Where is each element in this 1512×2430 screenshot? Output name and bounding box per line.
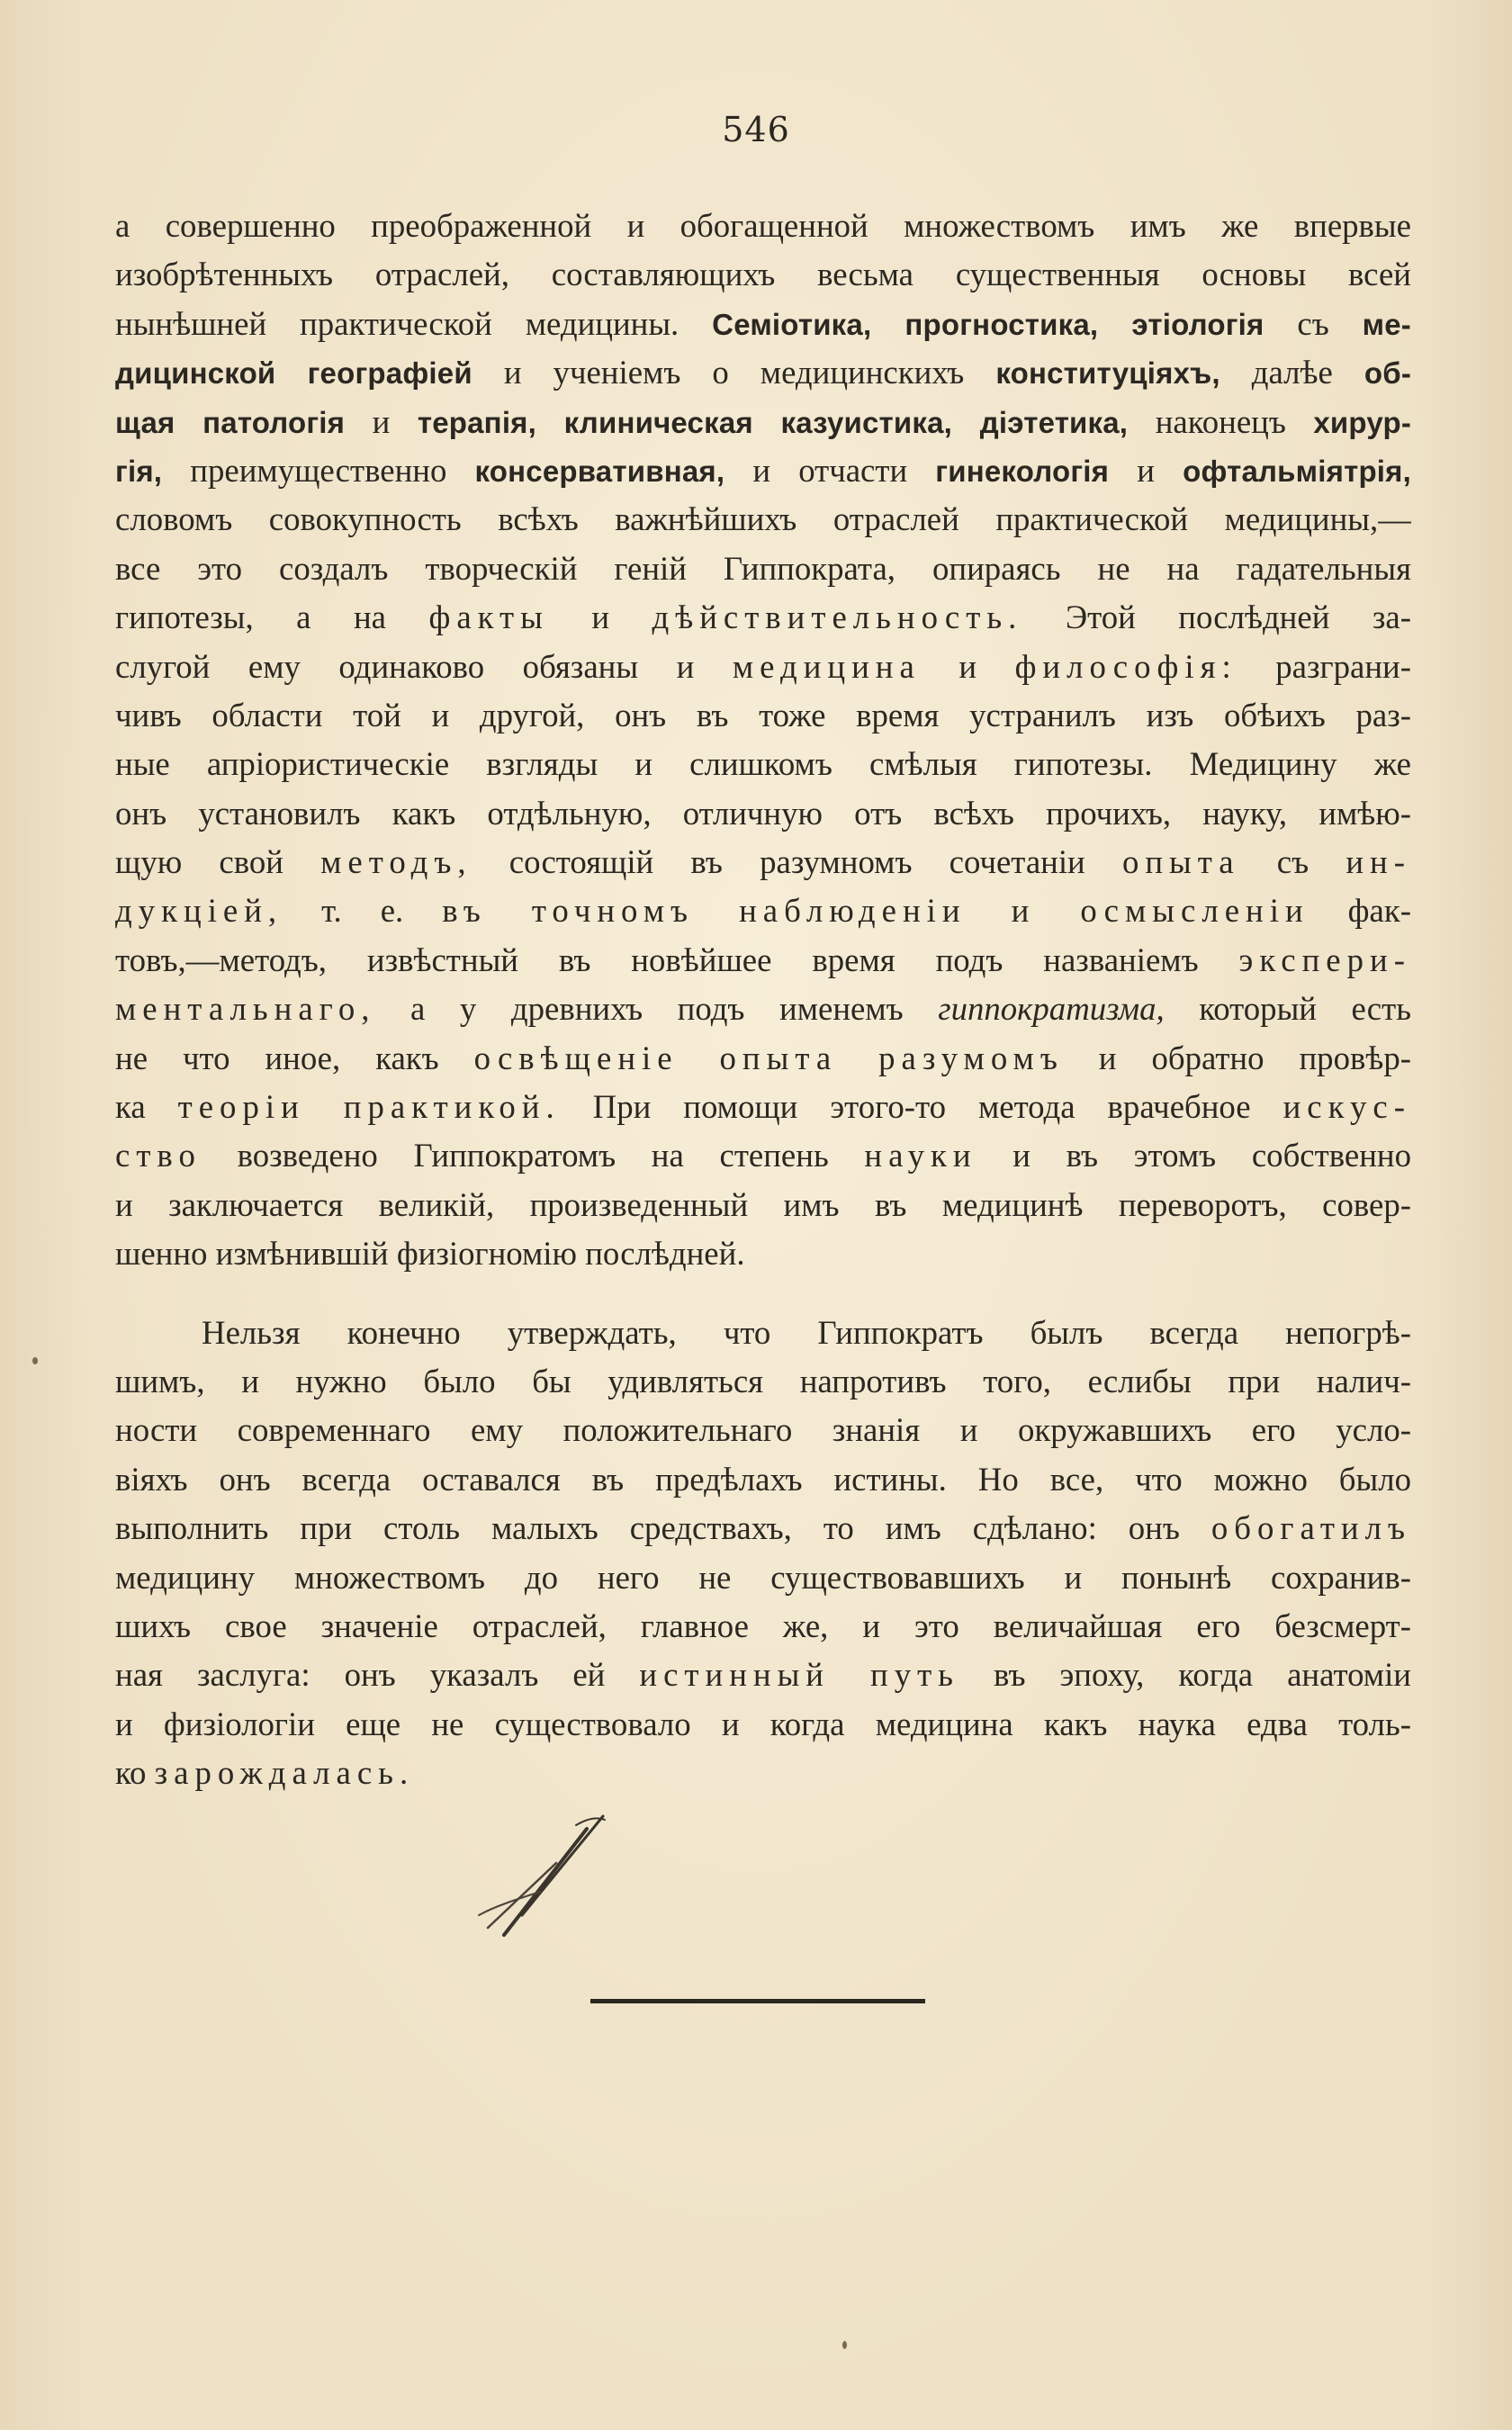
spaced-emphasis: искус-: [1282, 1088, 1411, 1126]
spaced-emphasis: зарождалась.: [154, 1754, 415, 1792]
text-run: изобрѣтенныхъ отраслей, составляющихъ весьма существенныя основы всей: [115, 256, 1411, 293]
text-line: [115, 643, 1411, 691]
text-line: [115, 936, 1411, 985]
text-run: преимущественно: [162, 451, 475, 489]
text-run: разграни-: [1237, 647, 1411, 685]
text-run: медицину множествомъ до него не существовавшихъ и понынѣ сохранив-: [115, 1558, 1411, 1596]
text-line: [115, 740, 1411, 788]
italic-term: гиппократизма,: [938, 990, 1165, 1028]
spaced-emphasis: въ точномъ наблюденіи и осмысленіи: [442, 892, 1310, 930]
text-line: [115, 446, 1411, 495]
text-run: шенно измѣнившій физіогномію послѣдней.: [115, 1235, 745, 1273]
text-line: [115, 348, 1411, 397]
text-line: [115, 1131, 1411, 1180]
spaced-emphasis: истинный путь: [639, 1656, 959, 1694]
paper-speck: [842, 2341, 847, 2349]
text-line: [115, 838, 1411, 886]
text-run: не что иное, какъ: [115, 1039, 474, 1076]
text-line: [115, 886, 1411, 935]
text-run: ка: [115, 1088, 178, 1126]
text-line: [115, 544, 1411, 593]
spaced-emphasis: медицина: [732, 647, 921, 685]
bold-term: дицинской географіей: [115, 356, 472, 391]
text-line: [115, 1602, 1411, 1651]
text-run: и: [548, 598, 652, 636]
bold-term: ме-: [1362, 307, 1411, 341]
text-line: [115, 495, 1411, 544]
paragraph: [115, 202, 1411, 1279]
bold-term: щая патологія: [115, 405, 346, 439]
text-line: [115, 593, 1411, 642]
text-run: и обратно провѣр-: [1063, 1039, 1411, 1076]
text-line: [115, 1406, 1411, 1454]
text-run: товъ,—методъ, извѣстный въ новѣйшее время подъ названіемъ: [115, 940, 1239, 978]
text-run: и ученіемъ о медицинскихъ: [472, 354, 996, 392]
bold-term: консервативная,: [474, 454, 725, 488]
text-line: [115, 691, 1411, 740]
text-run: ности современнаго ему положительнаго знанія и окружавшихъ его усло-: [115, 1411, 1411, 1449]
spaced-emphasis: опыта: [1121, 843, 1240, 881]
spaced-emphasis: науки: [864, 1137, 977, 1174]
spaced-emphasis: дукціей,: [115, 892, 284, 930]
text-run: ные апріористическіе взгляды и слишкомъ смѣлыя гипотезы. Медицину же: [115, 745, 1411, 783]
text-run: который есть: [1164, 990, 1411, 1028]
text-run: съ: [1239, 843, 1346, 881]
text-line: [115, 1229, 1411, 1278]
paper-speck: [32, 1357, 38, 1364]
text-run: ная заслуга: онъ указалъ ей: [115, 1656, 640, 1694]
text-run: Этой послѣдней за-: [1022, 598, 1411, 636]
text-run: и заключается великій, произведенный имъ въ медицинѣ переворотъ, совер-: [115, 1185, 1411, 1223]
text-run: и: [1109, 451, 1184, 489]
spaced-emphasis: освѣщеніе опыта разумомъ: [473, 1039, 1064, 1076]
body-text: [115, 202, 1411, 1798]
text-line: [115, 1083, 1411, 1131]
text-run: и отчасти: [724, 451, 936, 489]
text-line: [115, 789, 1411, 838]
text-run: все это создалъ творческій геній Гиппократа, опираясь не на гадательныя: [115, 549, 1411, 587]
text-run: онъ установилъ какъ отдѣльную, отличную отъ всѣхъ прочихъ, науку, имѣю-: [115, 794, 1411, 832]
text-line: [115, 1700, 1411, 1749]
text-line: [115, 202, 1411, 250]
text-run: Нельзя конечно утверждать, что Гиппократъ былъ всегда непогрѣ-: [202, 1313, 1411, 1351]
spaced-emphasis: теоріи практикой.: [177, 1088, 561, 1126]
bold-term: хирур-: [1313, 405, 1411, 439]
text-run: шимъ, и нужно было бы удивляться напротивъ того, еслибы при налич-: [115, 1362, 1411, 1400]
text-run: выполнить при столь малыхъ средствахъ, то имъ сдѣлано: онъ: [115, 1509, 1211, 1547]
text-line: [115, 1749, 1411, 1797]
handwritten-mark: [468, 1809, 621, 1944]
text-run: чивъ области той и другой, онъ въ тоже время устранилъ изъ обѣихъ раз-: [115, 696, 1411, 734]
text-run: и: [345, 402, 418, 440]
text-run: слугой ему одинаково обязаны и: [115, 647, 733, 685]
text-run: т. е.: [283, 892, 443, 930]
text-line: [115, 1034, 1411, 1083]
spaced-emphasis: философія:: [1014, 647, 1238, 685]
closing-rule: [590, 1999, 925, 2003]
bold-term: гинекологія: [935, 454, 1110, 488]
text-line: [115, 300, 1411, 348]
paragraph: [115, 1309, 1411, 1798]
text-run: словомъ совокупность всѣхъ важнѣйшихъ отраслей практической медицины,—: [115, 500, 1411, 538]
bold-term: конституціяхъ,: [995, 356, 1220, 391]
spaced-emphasis: методъ,: [320, 843, 472, 881]
spaced-emphasis: ин-: [1346, 843, 1411, 881]
text-line: [115, 1357, 1411, 1406]
text-run: и физіологіи еще не существовало и когда медицина какъ наука едва толь-: [115, 1705, 1411, 1742]
text-line: [115, 1504, 1411, 1552]
text-run: наконецъ: [1128, 402, 1314, 440]
paragraph-gap: [115, 1279, 1411, 1309]
text-run: При помощи этого-то метода врачебное: [560, 1088, 1283, 1126]
spaced-emphasis: обогатилъ: [1210, 1509, 1411, 1547]
text-line: [115, 1181, 1411, 1229]
text-line: [115, 398, 1411, 446]
bold-term: гія,: [115, 454, 163, 488]
text-run: фак-: [1309, 892, 1411, 930]
text-run: гипотезы, а на: [115, 598, 429, 636]
text-run: щую свой: [115, 843, 321, 881]
text-line: [115, 1553, 1411, 1602]
text-run: а совершенно преображенной и обогащенной множествомъ имъ же впервые: [115, 207, 1411, 244]
text-run: и: [920, 647, 1015, 685]
text-run: нынѣшней практической медицины.: [115, 304, 713, 342]
text-run: съ: [1264, 304, 1363, 342]
spaced-emphasis: ментальнаго,: [115, 990, 376, 1028]
text-line: [115, 1651, 1411, 1699]
text-run: шихъ свое значеніе отраслей, главное же, и это величайшая его безсмерт-: [115, 1606, 1411, 1644]
text-run: ко: [115, 1754, 155, 1792]
page-number: 546: [722, 110, 790, 149]
text-line: [115, 250, 1411, 299]
text-run: возведено Гиппократомъ на степень: [201, 1137, 865, 1174]
text-line: [115, 985, 1411, 1033]
text-line: [115, 1309, 1411, 1357]
text-run: а у древнихъ подъ именемъ: [375, 990, 939, 1028]
text-run: въ эпоху, когда анатоміи: [958, 1656, 1411, 1694]
text-run: состоящій въ разумномъ сочетаніи: [472, 843, 1122, 881]
spaced-emphasis: экспери-: [1238, 940, 1411, 978]
text-run: далѣе: [1220, 354, 1364, 392]
bold-term: офтальміятрія,: [1183, 454, 1411, 488]
bold-term: терапія, клиническая казуистика, діэтетика,: [417, 405, 1129, 439]
bold-term: об-: [1364, 356, 1411, 391]
text-run: и въ этомъ собственно: [976, 1137, 1411, 1174]
spaced-emphasis: дѣйствительность.: [652, 598, 1023, 636]
text-line: [115, 1455, 1411, 1504]
spaced-emphasis: ство: [115, 1137, 202, 1174]
spaced-emphasis: факты: [428, 598, 549, 636]
bold-term: Семіотика, прогностика, этіологія: [712, 307, 1264, 341]
text-run: віяхъ онъ всегда оставался въ предѣлахъ истины. Но все, что можно было: [115, 1460, 1411, 1498]
